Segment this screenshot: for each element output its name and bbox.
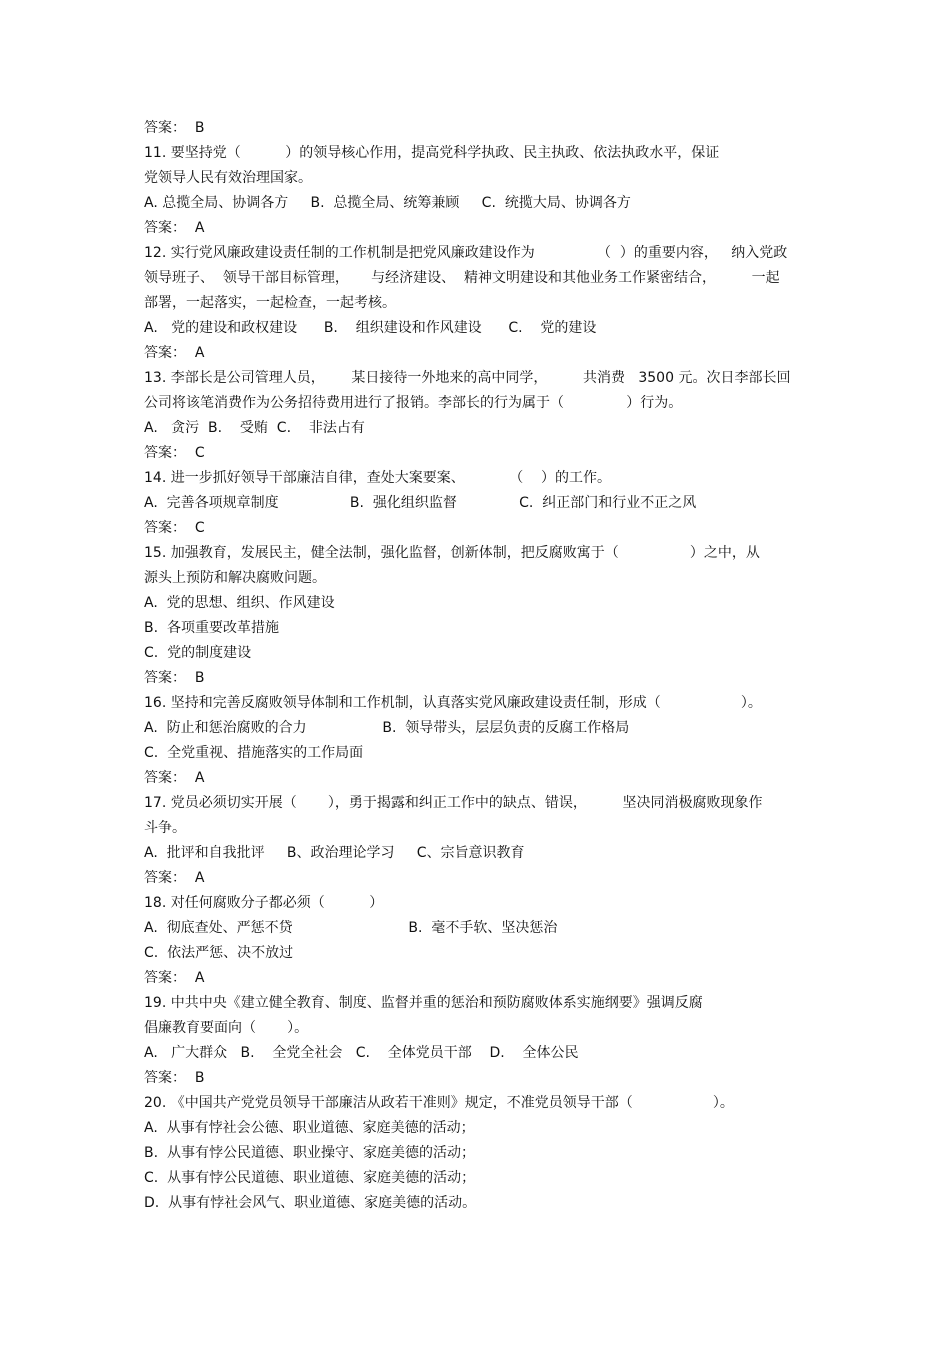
text-line: 11. 要坚持党（ ）的领导核心作用，提高党科学执政、民主执政、依法执政水平，保证 bbox=[144, 145, 720, 161]
text-line: 倡廉教育要面向（ ）。 bbox=[144, 1020, 309, 1036]
text-line: 13. 李部长是公司管理人员， 某日接待一外地来的高中同学， 共消费 3500 元。次日李部长回 bbox=[144, 370, 791, 386]
text-line: 党领导人民有效治理国家。 bbox=[144, 170, 312, 186]
text-line: A. 批评和自我批评 B、政治理论学习 C、宗旨意识教育 bbox=[144, 845, 525, 861]
text-line: A. 防止和惩治腐败的合力 B. 领导带头，层层负责的反腐工作格局 bbox=[144, 720, 630, 736]
text-line: 答案： C bbox=[144, 445, 205, 461]
text-line: A. 彻底查处、严惩不贷 B. 毫不手软、坚决惩治 bbox=[144, 920, 558, 936]
text-line: 答案： A bbox=[144, 220, 205, 236]
text-line: 答案： A bbox=[144, 970, 205, 986]
text-line: 18. 对任何腐败分子都必须（ ） bbox=[144, 895, 384, 911]
text-line: 14. 进一步抓好领导干部廉洁自律，查处大案要案、 （ ）的工作。 bbox=[144, 470, 612, 486]
text-line: 答案： A bbox=[144, 345, 205, 361]
text-line: A. 党的思想、组织、作风建设 bbox=[144, 595, 335, 611]
text-line: 答案： B bbox=[144, 1070, 205, 1086]
text-line: 领导班子、 领导干部目标管理， 与经济建设、 精神文明建设和其他业务工作紧密结合， 一起 bbox=[144, 270, 780, 286]
text-line: C. 党的制度建设 bbox=[144, 645, 252, 661]
text-line: 源头上预防和解决腐败问题。 bbox=[144, 570, 326, 586]
text-line: 19. 中共中央《建立健全教育、制度、监督并重的惩治和预防腐败体系实施纲要》强调反腐 bbox=[144, 995, 703, 1011]
text-line: 答案： B bbox=[144, 120, 205, 136]
text-line: A. 贪污 B. 受贿 C. 非法占有 bbox=[144, 420, 365, 436]
text-line: A. 党的建设和政权建设 B. 组织建设和作风建设 C. 党的建设 bbox=[144, 320, 597, 336]
text-line: 答案： C bbox=[144, 520, 205, 536]
text-line: B. 各项重要改革措施 bbox=[144, 620, 279, 636]
text-line: 16. 坚持和完善反腐败领导体制和工作机制，认真落实党风廉政建设责任制，形成（ ）。 bbox=[144, 695, 762, 711]
text-line: 20. 《中国共产党党员领导干部廉洁从政若干准则》规定，不准党员领导干部（ ）。 bbox=[144, 1095, 734, 1111]
text-line: C. 全党重视、措施落实的工作局面 bbox=[144, 745, 364, 761]
text-line: 12. 实行党风廉政建设责任制的工作机制是把党风廉政建设作为 （ ）的重要内容， 纳入党政 bbox=[144, 245, 788, 261]
text-line: D. 从事有悖社会风气、职业道德、家庭美德的活动。 bbox=[144, 1195, 477, 1211]
text-line: 公司将该笔消费作为公务招待费用进行了报销。李部长的行为属于（ ）行为。 bbox=[144, 395, 683, 411]
text-line: A. 完善各项规章制度 B. 强化组织监督 C. 纠正部门和行业不正之风 bbox=[144, 495, 697, 511]
text-line: 斗争。 bbox=[144, 820, 186, 836]
text-line: B. 从事有悖公民道德、职业操守、家庭美德的活动； bbox=[144, 1145, 475, 1161]
text-line: 答案： A bbox=[144, 770, 205, 786]
text-line: 15. 加强教育，发展民主，健全法制，强化监督，创新体制，把反腐败寓于（ ）之中，从 bbox=[144, 545, 760, 561]
text-line: 部署，一起落实，一起检查，一起考核。 bbox=[144, 295, 396, 311]
text-line: 答案： B bbox=[144, 670, 205, 686]
text-line: 答案： A bbox=[144, 870, 205, 886]
text-line: A. 从事有悖社会公德、职业道德、家庭美德的活动； bbox=[144, 1120, 475, 1136]
text-line: A. 广大群众 B. 全党全社会 C. 全体党员干部 D. 全体公民 bbox=[144, 1045, 579, 1061]
text-line: 17. 党员必须切实开展（ ），勇于揭露和纠正工作中的缺点、错误， 坚决同消极腐败现象作 bbox=[144, 795, 763, 811]
text-line: C. 从事有悖公民道德、职业道德、家庭美德的活动； bbox=[144, 1170, 476, 1186]
text-line: A. 总揽全局、协调各方 B. 总揽全局、统筹兼顾 C. 统揽大局、协调各方 bbox=[144, 195, 631, 211]
text-line: C. 依法严惩、决不放过 bbox=[144, 945, 294, 961]
